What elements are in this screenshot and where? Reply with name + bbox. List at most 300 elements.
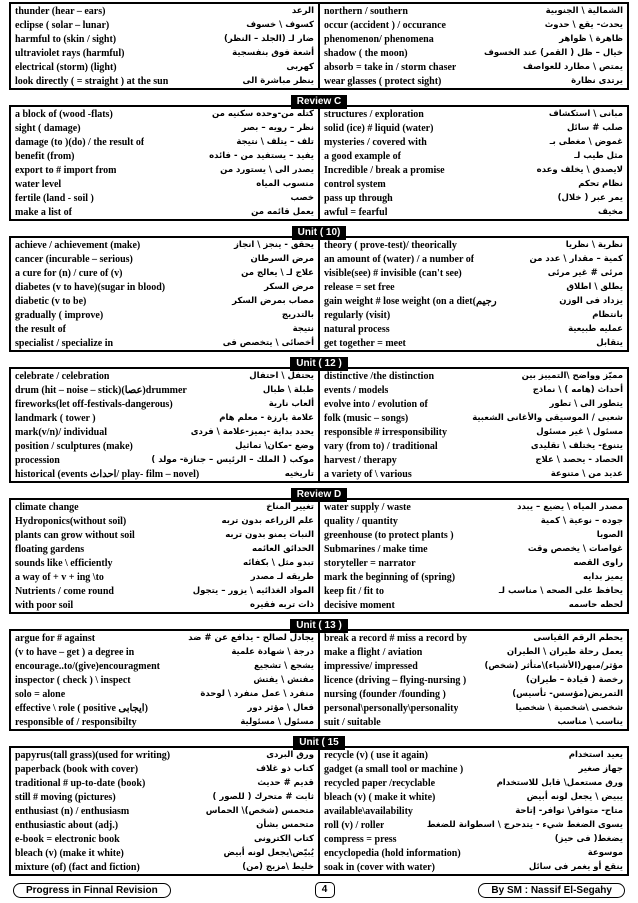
vocab-row xyxy=(320,846,627,860)
english-term: greenhouse (to protect plants ) xyxy=(324,529,454,541)
vocab-row xyxy=(11,645,318,659)
arabic-translation: يجادل لصالح - يدافع عن # ضد xyxy=(188,633,314,643)
arabic-translation: يحدث- يقع \ حدوث xyxy=(544,20,623,30)
page-footer xyxy=(9,882,629,898)
vocab-row xyxy=(320,701,627,715)
arabic-translation: طريقه لـ مصدر xyxy=(250,572,314,582)
section-header: Review C xyxy=(291,95,347,109)
english-term: available\availability xyxy=(324,805,413,817)
arabic-translation: علامة بارزة - معلم هام xyxy=(219,413,314,423)
arabic-translation: تاريخيه xyxy=(284,469,314,479)
arabic-translation: مؤثر/مبهر(الأشياء)\متأثر (شخص) xyxy=(484,661,623,671)
arabic-translation: كتاب ذو غلاف xyxy=(256,764,314,774)
vocab-row xyxy=(320,411,627,425)
english-term: Submarines / make time xyxy=(324,543,428,555)
left-column xyxy=(11,238,320,350)
vocab-row xyxy=(11,467,318,481)
right-column xyxy=(320,369,627,481)
arabic-translation: غواصات \ يخصص وقت xyxy=(527,544,623,554)
vocab-row xyxy=(11,107,318,121)
arabic-translation: ورق مستعمل\ قابل للاستخدام xyxy=(496,778,623,788)
vocab-row xyxy=(320,584,627,598)
vocab-row xyxy=(11,135,318,149)
english-term: sounds like \ efficiently xyxy=(15,557,113,569)
arabic-translation: غموض \ مغطى بـ xyxy=(549,137,623,147)
english-term: drum (hit – noise – stick)(عصا)drummer xyxy=(15,384,187,396)
right-column xyxy=(320,631,627,729)
vocab-row xyxy=(320,556,627,570)
vocab-row xyxy=(320,790,627,804)
arabic-translation: مبانى \ استكشاف xyxy=(548,109,623,119)
vocab-row xyxy=(320,60,627,74)
arabic-translation: وضع -مكان\ تماثيل xyxy=(235,441,314,451)
footer-author: By SM : Nassif El-Segahy xyxy=(478,883,625,898)
section-header-wrap xyxy=(9,484,629,498)
arabic-translation: بالتدريج xyxy=(281,310,314,320)
right-column xyxy=(320,238,627,350)
arabic-translation: يسوى الضغط شيء - يتدحرج \ اسطوانة للضغط xyxy=(426,820,623,830)
vocab-row xyxy=(320,177,627,191)
english-term: paperback (book with cover) xyxy=(15,763,139,775)
arabic-translation: يحتفل \ احتفال xyxy=(249,371,314,381)
english-term: theory ( prove-test)/ theorically xyxy=(324,239,457,251)
arabic-translation: لايصدق \ يخلف وعده xyxy=(536,165,623,175)
english-term: benefit (from) xyxy=(15,150,75,162)
arabic-translation: نظام تحكم xyxy=(578,179,623,189)
vocab-row xyxy=(11,804,318,818)
english-term: mysteries / covered with xyxy=(324,136,427,148)
english-term: nursing (founder /founding ) xyxy=(324,688,446,700)
vocab-row xyxy=(320,804,627,818)
vocab-row xyxy=(320,294,627,308)
vocab-row xyxy=(320,673,627,687)
arabic-translation: يعمل رحلة طيران \ الطيران xyxy=(506,647,623,657)
arabic-translation: التمريض(مؤسس- تأسيس) xyxy=(512,689,623,699)
vocab-row xyxy=(320,163,627,177)
arabic-translation: كتله من-وحده سكنيه من xyxy=(212,109,314,119)
english-term: northern / southern xyxy=(324,5,408,17)
english-term: procession xyxy=(15,454,60,466)
vocab-row xyxy=(320,439,627,453)
vocab-row xyxy=(320,514,627,528)
english-term: plants can grow without soil xyxy=(15,529,135,541)
english-term: inspector ( check ) \ inspect xyxy=(15,674,131,686)
english-term: eclipse ( solar – lunar) xyxy=(15,19,110,31)
vocab-row xyxy=(11,121,318,135)
arabic-translation: يحقق - ينجز \ انجاز xyxy=(234,240,314,250)
vocab-row xyxy=(11,500,318,514)
english-term: awful = fearful xyxy=(324,206,388,218)
english-term: a variety of \ various xyxy=(324,468,412,480)
arabic-translation: بانتظام xyxy=(592,310,623,320)
vocab-row xyxy=(11,762,318,776)
vocab-row xyxy=(11,74,318,88)
english-term: enthusiast (n) / enthusiasm xyxy=(15,805,130,817)
arabic-translation: يشجع \ تشجيع xyxy=(253,661,314,671)
vocab-row xyxy=(11,177,318,191)
right-column xyxy=(320,107,627,219)
arabic-translation: لحظه حاسمه xyxy=(568,600,623,610)
english-term: e-book = electronic book xyxy=(15,833,120,845)
left-column xyxy=(11,748,320,874)
vocab-section xyxy=(9,746,629,876)
vocab-row xyxy=(320,280,627,294)
arabic-translation: المواد الغذائيه \ يزور – يتجول xyxy=(192,586,314,596)
vocab-row xyxy=(320,631,627,645)
vocab-row xyxy=(11,860,318,874)
vocab-row xyxy=(11,4,318,18)
arabic-translation: يمتص \ مطارد للعواصف xyxy=(523,62,623,72)
vocab-section xyxy=(9,236,629,352)
arabic-translation: موسوعة xyxy=(587,848,623,858)
english-term: release = set free xyxy=(324,281,395,293)
english-term: encyclopedia (hold information) xyxy=(324,847,461,859)
english-term: Hydroponics(without soil) xyxy=(15,515,127,527)
arabic-translation: كتاب الكترونى xyxy=(254,834,314,844)
english-term: make a flight / aviation xyxy=(324,646,423,658)
right-column xyxy=(320,748,627,874)
arabic-translation: الحدائق العائمه xyxy=(251,544,314,554)
vocab-row xyxy=(11,46,318,60)
vocab-row xyxy=(11,570,318,584)
vocab-row xyxy=(11,687,318,701)
vocab-row xyxy=(320,308,627,322)
vocab-row xyxy=(11,18,318,32)
arabic-translation: كمية – مقدار \ عدد من xyxy=(529,254,623,264)
vocab-row xyxy=(320,149,627,163)
english-term: Incredible / break a promise xyxy=(324,164,445,176)
section-header: Unit ( 15 xyxy=(293,736,344,750)
english-term: natural process xyxy=(324,323,390,335)
vocab-row xyxy=(320,369,627,383)
vocab-row xyxy=(11,542,318,556)
arabic-translation: أشعة فوق بنفسجية xyxy=(232,48,314,58)
arabic-translation: يرتدى نظارة xyxy=(571,76,623,86)
section-header: Review D xyxy=(291,488,347,502)
vocab-row xyxy=(11,294,318,308)
vocab-row xyxy=(320,238,627,252)
arabic-translation: ثابت # متحرك ( للصور ) xyxy=(212,792,314,802)
arabic-translation: تبدو مثل \ بكفائه xyxy=(243,558,314,568)
arabic-translation: قديم # حديث xyxy=(257,778,314,788)
vocab-row xyxy=(320,252,627,266)
arabic-translation: تلف – يتلف \ نتيجة xyxy=(236,137,314,147)
english-term: a way of + v + ing \to xyxy=(15,571,104,583)
english-term: effective \ role ( positive ايجابى) xyxy=(15,702,148,714)
arabic-translation: تغيير المناخ xyxy=(266,502,314,512)
english-term: argue for # against xyxy=(15,632,96,644)
english-term: soak in (cover with water) xyxy=(324,861,435,873)
vocab-row xyxy=(320,4,627,18)
english-term: bleach (v) ( make it white) xyxy=(324,791,436,803)
english-term: a good example of xyxy=(324,150,401,162)
section-header-wrap xyxy=(9,732,629,746)
english-term: climate change xyxy=(15,501,79,513)
vocab-row xyxy=(320,383,627,397)
footer-course-title: Progress in Finnal Revision xyxy=(13,883,171,898)
vocab-row xyxy=(320,715,627,729)
english-term: structures / exploration xyxy=(324,108,424,120)
vocab-row xyxy=(320,74,627,88)
english-term: wear glasses ( protect sight) xyxy=(324,75,442,87)
left-column xyxy=(11,107,320,219)
english-term: decisive moment xyxy=(324,599,395,611)
arabic-translation: يحافظ على الصحه \ مناسب لـ xyxy=(498,586,623,596)
vocab-row xyxy=(11,514,318,528)
arabic-translation: ضار لـ (الجلد – النظر) xyxy=(223,34,314,44)
vocab-row xyxy=(320,860,627,874)
vocab-row xyxy=(320,266,627,280)
english-term: control system xyxy=(324,178,386,190)
english-term: specialist / specialize in xyxy=(15,337,114,349)
arabic-translation: رخصة ( قيادة – طيران) xyxy=(526,675,623,685)
vocab-row xyxy=(11,631,318,645)
vocab-row xyxy=(320,46,627,60)
vocab-row xyxy=(320,748,627,762)
english-term: roll (v) / roller xyxy=(324,819,385,831)
english-term: sight ( damage) xyxy=(15,122,81,134)
vocab-row xyxy=(11,832,318,846)
english-term: compress = press xyxy=(324,833,397,845)
english-term: export to # import from xyxy=(15,164,117,176)
vocab-row xyxy=(11,776,318,790)
vocab-row xyxy=(320,645,627,659)
section-header: Unit ( 12 ) xyxy=(290,357,348,371)
arabic-translation: مسئول \ غير مسئول xyxy=(536,427,623,437)
arabic-translation: مرض السكر xyxy=(264,282,314,292)
arabic-translation: نظرية \ نظريا xyxy=(565,240,623,250)
english-term: shadow ( the moon) xyxy=(324,47,408,59)
english-term: celebrate / celebration xyxy=(15,370,110,382)
arabic-translation: علم الزراعه بدون تربه xyxy=(221,516,314,526)
section-header-wrap xyxy=(9,353,629,367)
vocab-row xyxy=(320,542,627,556)
english-term: mixture (of) (fact and fiction) xyxy=(15,861,140,873)
english-term: Nutrients / come round xyxy=(15,585,114,597)
english-term: break a record # miss a record by xyxy=(324,632,468,644)
arabic-translation: ظاهرة \ ظواهر xyxy=(559,34,623,44)
vocab-row xyxy=(320,32,627,46)
english-term: damage (to )(do) / the result of xyxy=(15,136,145,148)
arabic-translation: يحطم الرقم القياسى xyxy=(533,633,623,643)
arabic-translation: درجة \ شهادة علمية xyxy=(231,647,314,657)
vocab-row xyxy=(11,701,318,715)
arabic-translation: خصب xyxy=(290,193,314,203)
vocab-row xyxy=(11,673,318,687)
english-term: water supply / waste xyxy=(324,501,411,513)
english-term: electrical (storm) (light) xyxy=(15,61,117,73)
arabic-translation: يزداد فى الوزن xyxy=(559,296,623,306)
vocab-row xyxy=(320,500,627,514)
english-term: diabetes (v to have)(sugar in blood) xyxy=(15,281,166,293)
english-term: gain weight # lose weight (on a diet(رجيم xyxy=(324,295,497,307)
arabic-translation: ينظر مباشرة الى xyxy=(242,76,314,86)
vocab-row xyxy=(320,832,627,846)
english-term: with poor soil xyxy=(15,599,74,611)
arabic-translation: يتنوع- يختلف \ تقليدى xyxy=(530,441,623,451)
vocab-row xyxy=(320,762,627,776)
english-term: folk (music – songs) xyxy=(324,412,409,424)
vocab-row xyxy=(11,336,318,350)
vocab-row xyxy=(320,570,627,584)
english-term: historical (events احداث/ play- film – novel) xyxy=(15,468,200,480)
vocab-row xyxy=(320,107,627,121)
arabic-translation: مرض السرطان xyxy=(250,254,314,264)
vocab-section xyxy=(9,105,629,221)
english-term: fireworks(let off-festivals-dangerous) xyxy=(15,398,173,410)
vocab-row xyxy=(320,191,627,205)
english-term: pass up through xyxy=(324,192,393,204)
vocab-row xyxy=(11,818,318,832)
vocab-row xyxy=(320,397,627,411)
vocab-row xyxy=(320,453,627,467)
vocab-row xyxy=(11,528,318,542)
english-term: floating gardens xyxy=(15,543,85,555)
vocab-row xyxy=(11,397,318,411)
vocab-row xyxy=(11,280,318,294)
english-term: gadget (a small tool or machine ) xyxy=(324,763,464,775)
arabic-translation: يعيد استخدام xyxy=(568,750,623,760)
english-term: absorb = take in / storm chaser xyxy=(324,61,457,73)
english-term: distinctive /the distinction xyxy=(324,370,435,382)
arabic-translation: يفيد – يستفيد من - فائده xyxy=(209,151,314,161)
english-term: encourage..to/(give)encouragment xyxy=(15,660,160,672)
vocab-row xyxy=(11,266,318,280)
left-column xyxy=(11,631,320,729)
vocab-row xyxy=(320,121,627,135)
english-term: harmful to (skin / sight) xyxy=(15,33,117,45)
vocab-row xyxy=(11,383,318,397)
vocab-row xyxy=(11,191,318,205)
arabic-translation: شخصى \شخصية \ شخصيا xyxy=(515,703,623,713)
vocab-row xyxy=(11,252,318,266)
vocab-row xyxy=(11,659,318,673)
english-term: solo = alone xyxy=(15,688,66,700)
vocab-row xyxy=(11,308,318,322)
arabic-translation: شعبى / الموسيقى والأغانى الشعبية xyxy=(472,413,623,423)
page-number: 4 xyxy=(315,882,335,898)
arabic-translation: الحصاد - يحصد \ علاج xyxy=(535,455,623,465)
arabic-translation: مرئى # غير مرئى xyxy=(547,268,623,278)
english-term: phenomenon/ phenomena xyxy=(324,33,434,45)
arabic-translation: فعال \ مؤثر دور xyxy=(247,703,314,713)
arabic-translation: أحداث (هامه ) \ نماذج xyxy=(532,385,623,395)
english-term: an amount of (water) / a number of xyxy=(324,253,475,265)
arabic-translation: يتطور الى \ تطور xyxy=(549,399,623,409)
vocab-row xyxy=(11,453,318,467)
section-header-wrap xyxy=(9,615,629,629)
left-column xyxy=(11,500,320,612)
vocab-row xyxy=(11,369,318,383)
english-term: get together = meet xyxy=(324,337,406,349)
english-term: traditional # up-to-date (book) xyxy=(15,777,146,789)
vocab-row xyxy=(320,598,627,612)
english-term: still # moving (pictures) xyxy=(15,791,116,803)
arabic-translation: يتقابل xyxy=(596,338,623,348)
english-term: mark(v/n)/ individual xyxy=(15,426,107,438)
vocab-row xyxy=(11,439,318,453)
vocab-row xyxy=(11,790,318,804)
arabic-translation: نظر – رويه – بصر xyxy=(241,123,314,133)
vocab-row xyxy=(320,528,627,542)
vocab-row xyxy=(11,584,318,598)
vocab-row xyxy=(11,846,318,860)
vocab-row xyxy=(320,425,627,439)
arabic-translation: مصاب بمرض السكر xyxy=(232,296,314,306)
arabic-translation: جوده – نوعية \ كمية xyxy=(540,516,623,526)
english-term: vary (from to) / traditional xyxy=(324,440,438,452)
arabic-translation: يميز بدايه xyxy=(583,572,623,582)
english-term: responsible # irresponsibility xyxy=(324,426,447,438)
arabic-translation: مثل طيب لـ xyxy=(574,151,623,161)
english-term: a block of (wood -flats) xyxy=(15,108,113,120)
vocab-row xyxy=(320,18,627,32)
arabic-translation: مفتش \ يفتش xyxy=(253,675,314,685)
arabic-translation: موكب ( الملك – الرئيس – جنازة- مولد ) xyxy=(151,455,314,465)
right-column xyxy=(320,4,627,88)
arabic-translation: كهربى xyxy=(286,62,314,72)
arabic-translation: يضغط( فى حيز) xyxy=(554,834,623,844)
english-term: position / sculptures (make) xyxy=(15,440,133,452)
arabic-translation: النبات يمنو بدون تربه xyxy=(225,530,314,540)
arabic-translation: يمر عبر ( خلال) xyxy=(557,193,623,203)
arabic-translation: جهاز صغير xyxy=(578,764,623,774)
vocab-row xyxy=(320,687,627,701)
english-term: diabetic (v to be) xyxy=(15,295,87,307)
vocab-row xyxy=(11,60,318,74)
english-term: (v to have – get ) a degree in xyxy=(15,646,135,658)
english-term: suit / suitable xyxy=(324,716,381,728)
arabic-translation: يطلق \ اطلاق xyxy=(566,282,623,292)
vocab-row xyxy=(11,238,318,252)
arabic-translation: منفرد \ عمل منفرد \ لوحدة xyxy=(200,689,314,699)
english-term: visible(see) # invisible (can't see) xyxy=(324,267,462,279)
arabic-translation: أخصائى \ يتخصص فى xyxy=(222,338,314,348)
english-term: keep fit / fit to xyxy=(324,585,384,597)
english-term: fertile (land - soil ) xyxy=(15,192,94,204)
english-term: water level xyxy=(15,178,62,190)
section-header-wrap xyxy=(9,91,629,105)
page xyxy=(9,0,629,898)
english-term: a cure for (n) / cure of (v) xyxy=(15,267,123,279)
vocab-row xyxy=(320,659,627,673)
vocab-row xyxy=(320,776,627,790)
left-column xyxy=(11,4,320,88)
vocab-row xyxy=(11,715,318,729)
english-term: ultraviolet rays (harmful) xyxy=(15,47,125,59)
english-term: licence (driving – flying-nursing ) xyxy=(324,674,467,686)
vocab-row xyxy=(11,411,318,425)
vocab-section xyxy=(9,498,629,614)
right-column xyxy=(320,500,627,612)
vocab-row xyxy=(320,322,627,336)
arabic-translation: مصدر المياه \ يضيع – يبدد xyxy=(517,502,623,512)
english-term: the result of xyxy=(15,323,66,335)
english-term: impressive/ impressed xyxy=(324,660,418,672)
english-term: storyteller = narrator xyxy=(324,557,416,569)
arabic-translation: خيال – ظل ( القمر) عند الخسوف xyxy=(483,48,623,58)
arabic-translation: مميّز وواضح \التمييز بين xyxy=(521,371,623,381)
arabic-translation: يُبيّض\يجعل لونه أبيض xyxy=(223,848,314,858)
vocab-section xyxy=(9,2,629,90)
english-term: bleach (v) (make it white) xyxy=(15,847,124,859)
arabic-translation: نتيجة xyxy=(292,324,314,334)
english-term: regularly (visit) xyxy=(324,309,391,321)
arabic-translation: الصوبا xyxy=(596,530,623,540)
english-term: mark the beginning of (spring) xyxy=(324,571,456,583)
arabic-translation: علاج لـ \ يعالج من xyxy=(241,268,314,278)
arabic-translation: مخيف xyxy=(598,207,623,217)
